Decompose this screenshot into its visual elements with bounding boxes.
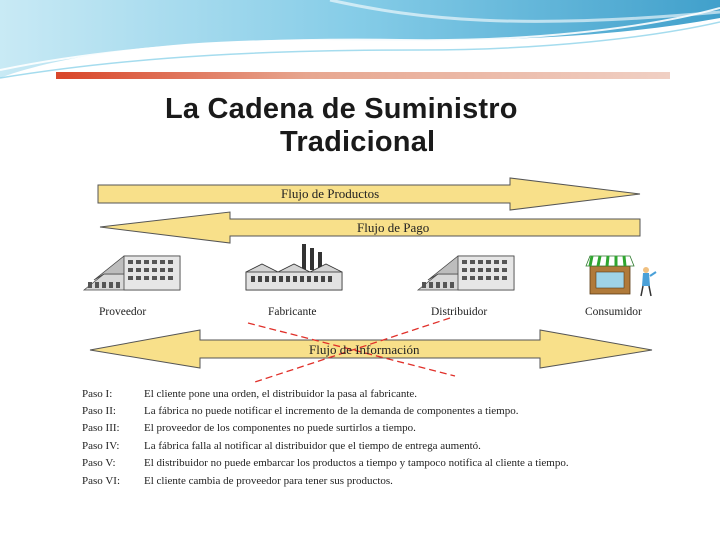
step-id: Paso VI:: [82, 474, 120, 487]
distributor-building-icon: [418, 256, 514, 290]
step-text: El distribuidor no puede embarcar los productos a tiempo y tampoco notifica al cliente a tiempo.: [144, 457, 569, 470]
consumer-label: Consumidor: [585, 306, 642, 318]
consumer-store-icon: [586, 256, 656, 296]
manufacturer-label: Fabricante: [268, 306, 317, 318]
step-row: [82, 455, 682, 472]
step-text: La fábrica no puede notificar el incremento de la demanda de componentes a tiempo.: [144, 405, 519, 418]
distributor-label: Distribuidor: [431, 306, 488, 318]
step-row: [82, 385, 682, 402]
step-row: [82, 472, 682, 489]
step-id: Paso II:: [82, 405, 116, 418]
step-text: El proveedor de los componentes no puede surtirlos a tiempo.: [144, 422, 416, 435]
steps-list: [82, 385, 682, 489]
supplier-label: Proveedor: [99, 306, 147, 318]
step-id: Paso V:: [82, 457, 116, 470]
supplier-building-icon: [84, 256, 180, 290]
step-text: El cliente pone una orden, el distribuidor la pasa al fabricante.: [144, 387, 418, 400]
step-id: Paso IV:: [82, 439, 120, 452]
slide-title-line-1: La Cadena de Suministro: [165, 93, 518, 125]
manufacturer-factory-icon: [246, 244, 342, 290]
step-text: El cliente cambia de proveedor para tener sus productos.: [144, 474, 393, 487]
information-flow-label: Flujo de Información: [309, 342, 420, 357]
step-row: [82, 420, 682, 437]
step-id: Paso III:: [82, 422, 120, 435]
step-row: [82, 437, 682, 454]
step-text: La fábrica falla al notificar al distribuidor que el tiempo de entrega aumentó.: [144, 439, 481, 452]
payment-flow-label: Flujo de Pago: [357, 220, 430, 235]
step-row: [82, 402, 682, 419]
step-id: Paso I:: [82, 387, 113, 400]
product-flow-label: Flujo de Productos: [281, 186, 380, 201]
slide-title-line-2: Tradicional: [280, 126, 436, 158]
